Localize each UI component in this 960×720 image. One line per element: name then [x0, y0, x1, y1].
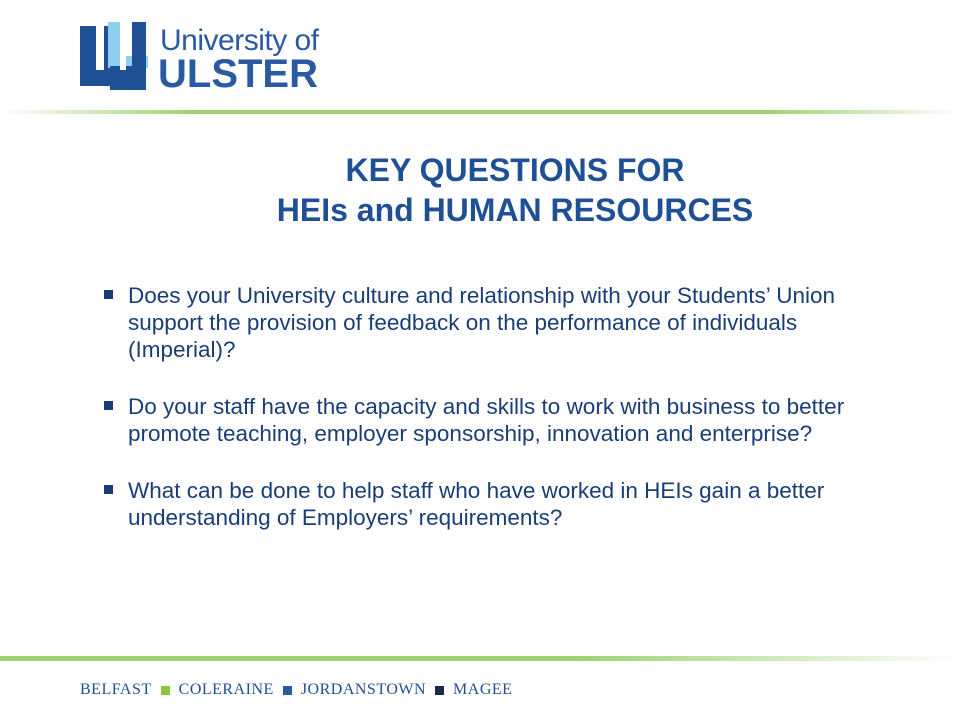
campus-coleraine: COLERAINE: [178, 681, 274, 698]
slide-title: [150, 150, 880, 230]
bullet-item: [100, 477, 870, 531]
campus-jordanstown: JORDANSTOWN: [300, 681, 427, 698]
square-bullet-icon: [104, 485, 113, 494]
slide-title-line2: HEIs and HUMAN RESOURCES: [276, 192, 754, 228]
square-bullet-icon: [104, 290, 113, 299]
square-bullet-icon: [104, 401, 113, 410]
campus-magee: MAGEE: [453, 681, 513, 698]
square-separator-icon: [435, 686, 444, 695]
bullet-list: [100, 282, 870, 561]
university-logo: [80, 22, 340, 94]
university-of-ulster-logo-mark-icon: [80, 22, 148, 92]
campus-belfast: BELFAST: [80, 681, 152, 698]
slide-title-line1: KEY QUESTIONS FOR: [345, 152, 685, 188]
header-divider: [0, 110, 960, 114]
square-separator-icon: [161, 686, 170, 695]
bullet-text: Do your staff have the capacity and skills to work with business to better promote teaching, employer sponsorship, innovation and enterprise?: [128, 394, 845, 446]
bullet-text: Does your University culture and relationship with your Students’ Union support the provision of feedback on the performance of individuals (Imperial)?: [128, 283, 836, 362]
bullet-item: [100, 393, 870, 447]
logo-text-line1: University of: [160, 24, 319, 57]
bullet-text: What can be done to help staff who have worked in HEIs gain a better understanding of Employers’ requirements?: [128, 478, 825, 530]
footer-divider: [0, 656, 960, 661]
square-separator-icon: [283, 686, 292, 695]
campus-footer: [80, 681, 512, 699]
logo-text-line2: ULSTER: [158, 52, 318, 96]
bullet-item: [100, 282, 870, 363]
